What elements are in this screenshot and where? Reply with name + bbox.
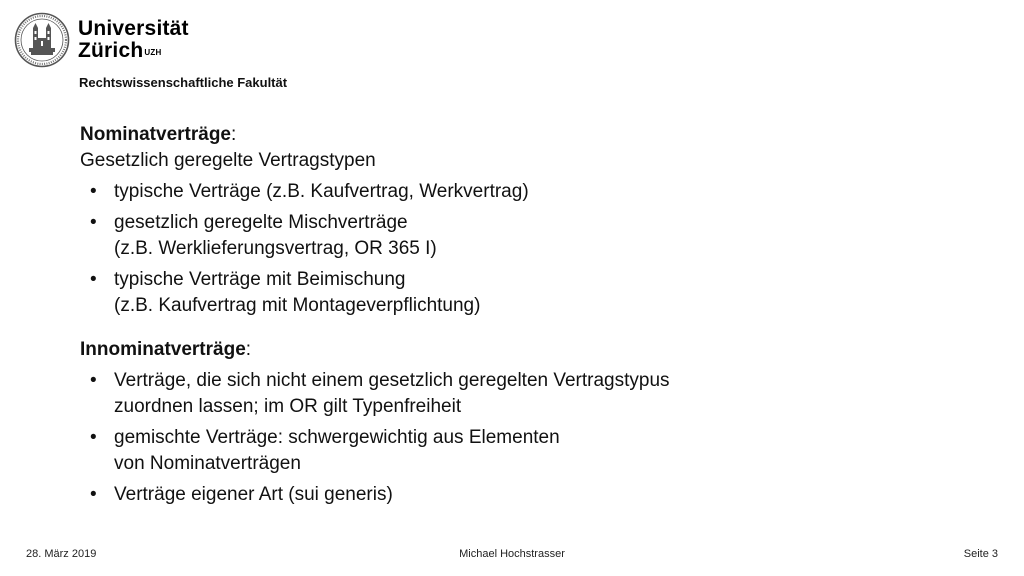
university-name-city: Zürich: [78, 39, 144, 62]
university-abbreviation: UZH: [144, 48, 162, 57]
list-item-line: Verträge eigener Art (sui generis): [114, 484, 393, 505]
section-innominatvertraege: [80, 337, 980, 508]
university-logo: [14, 12, 194, 70]
university-seal-icon: [14, 12, 70, 68]
section-nominatvertraege: [80, 122, 980, 319]
list-item-line: gesetzlich geregelte Mischverträge: [114, 212, 408, 233]
list-item-line: zuordnen lassen; im OR gilt Typenfreiheit: [114, 396, 462, 417]
slide-content: [80, 122, 980, 508]
section-heading: [80, 337, 980, 363]
bullet-icon: •: [90, 181, 97, 202]
list-item-line: typische Verträge (z.B. Kaufvertrag, Werkvertrag): [114, 181, 529, 202]
list-item-line: Verträge, die sich nicht einem gesetzlich geregelten Vertragstypus: [114, 370, 670, 391]
section-subheading: Gesetzlich geregelte Vertragstypen: [80, 150, 376, 171]
footer-page-number: Seite 3: [963, 548, 998, 560]
section-heading-colon: :: [245, 339, 252, 360]
section-heading: [80, 122, 980, 148]
list-item-line: (z.B. Kaufvertrag mit Montageverpflichtung): [114, 295, 481, 316]
bullet-list: [80, 179, 980, 319]
bullet-icon: •: [90, 484, 97, 505]
list-item-line: typische Verträge mit Beimischung: [114, 269, 406, 290]
bullet-icon: •: [90, 269, 97, 290]
footer-date: 28. März 2019: [26, 548, 97, 560]
list-item: [80, 210, 980, 262]
section-heading-text: Nominatverträge: [80, 124, 231, 145]
list-item-line: (z.B. Werklieferungsvertrag, OR 365 I): [114, 238, 437, 259]
university-name-line1: Universität: [78, 17, 189, 40]
list-item-line: gemischte Verträge: schwergewichtig aus Elementen: [114, 427, 560, 448]
section-heading-colon: :: [231, 124, 237, 145]
section-spacer: [80, 319, 980, 337]
bullet-list: [80, 368, 980, 508]
list-item: [80, 179, 980, 205]
list-item: [80, 267, 980, 319]
university-wordmark: [78, 18, 189, 62]
bullet-icon: •: [90, 212, 97, 233]
list-item-line: von Nominatverträgen: [114, 453, 301, 474]
footer-author: Michael Hochstrasser: [459, 548, 565, 560]
list-item: [80, 482, 980, 508]
list-item: [80, 425, 980, 477]
university-name-line2: [78, 40, 189, 62]
bullet-icon: •: [90, 370, 97, 391]
bullet-icon: •: [90, 427, 97, 448]
section-heading-text: Innominatverträge: [80, 339, 246, 360]
faculty-name: Rechtswissenschaftliche Fakultät: [79, 75, 288, 90]
list-item: [80, 368, 980, 420]
